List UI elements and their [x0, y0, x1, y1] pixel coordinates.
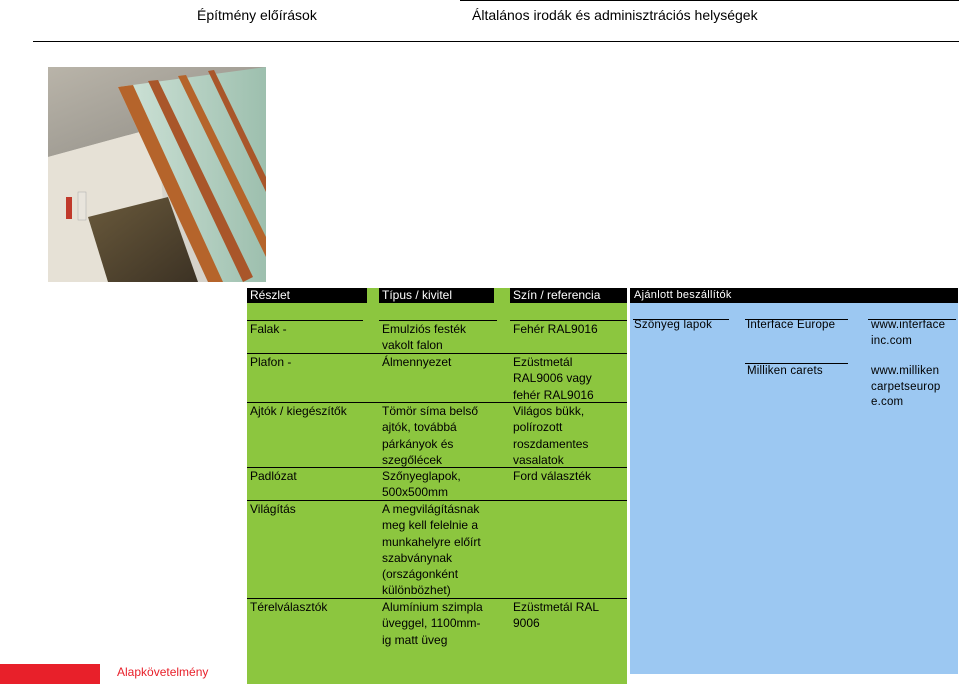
- row-part-floor: Padlózat: [250, 469, 297, 483]
- supplier-url[interactable]: www.interface inc.com: [871, 319, 946, 347]
- row-type-partitions: Alumínium szimpla üveggel, 1100mm- ig matt üveg: [382, 600, 483, 647]
- document-title: Építmény előírások: [197, 7, 317, 23]
- supplier-url[interactable]: www.milliken carpetseurop e.com: [871, 365, 941, 408]
- section-title: Általános irodák és adminisztrációs helységek: [472, 7, 758, 23]
- row-color-walls: Fehér RAL9016: [513, 322, 598, 336]
- column-header-part: Részlet: [247, 288, 367, 303]
- supplier-name: Milliken carets: [747, 365, 823, 377]
- header-top-rule: [460, 0, 959, 1]
- row-color-floor: Ford választék: [513, 469, 592, 483]
- row-type-lighting: A megvilágításnak meg kell felelnie a munkahelyre előírt szabványnak (országonként különbözhet): [382, 502, 481, 598]
- supplier-category: Szőnyeg lapok: [634, 319, 713, 331]
- row-color-ceiling: Ezüstmetál RAL9006 vagy fehér RAL9016: [513, 355, 594, 402]
- row-color-doors: Világos bükk, polírozott roszdamentes vasalatok: [513, 404, 589, 467]
- row-part-partitions: Térelválasztók: [250, 600, 328, 614]
- row-type-floor: Szőnyeglapok, 500x500mm: [382, 469, 461, 500]
- row-type-walls: Emulziós festék vakolt falon: [382, 322, 467, 353]
- column-header-type: Típus / kivitel: [379, 288, 494, 303]
- row-part-ceiling: Plafon -: [250, 355, 292, 369]
- row-part-lighting: Világítás: [250, 502, 296, 516]
- supplier-heading: Ajánlott beszállítók: [630, 288, 958, 303]
- column-header-color: Szín / referencia: [510, 288, 627, 303]
- footer-label: Alapkövetelmény: [117, 665, 209, 679]
- supplier-name: Interface Europe: [747, 319, 836, 331]
- footer-accent-bar: [0, 664, 100, 684]
- supplier-panel: [630, 303, 958, 674]
- office-corridor-photo: [48, 67, 266, 282]
- row-type-doors: Tömör síma belső ajtók, továbbá párkányok és szegőlécek: [382, 404, 479, 467]
- row-part-walls: Falak -: [250, 322, 287, 336]
- row-color-partitions: Ezüstmetál RAL 9006: [513, 600, 600, 631]
- row-part-doors: Ajtók / kiegészítők: [250, 404, 347, 418]
- header-rule: [33, 41, 959, 42]
- row-type-ceiling: Álmennyezet: [382, 355, 452, 369]
